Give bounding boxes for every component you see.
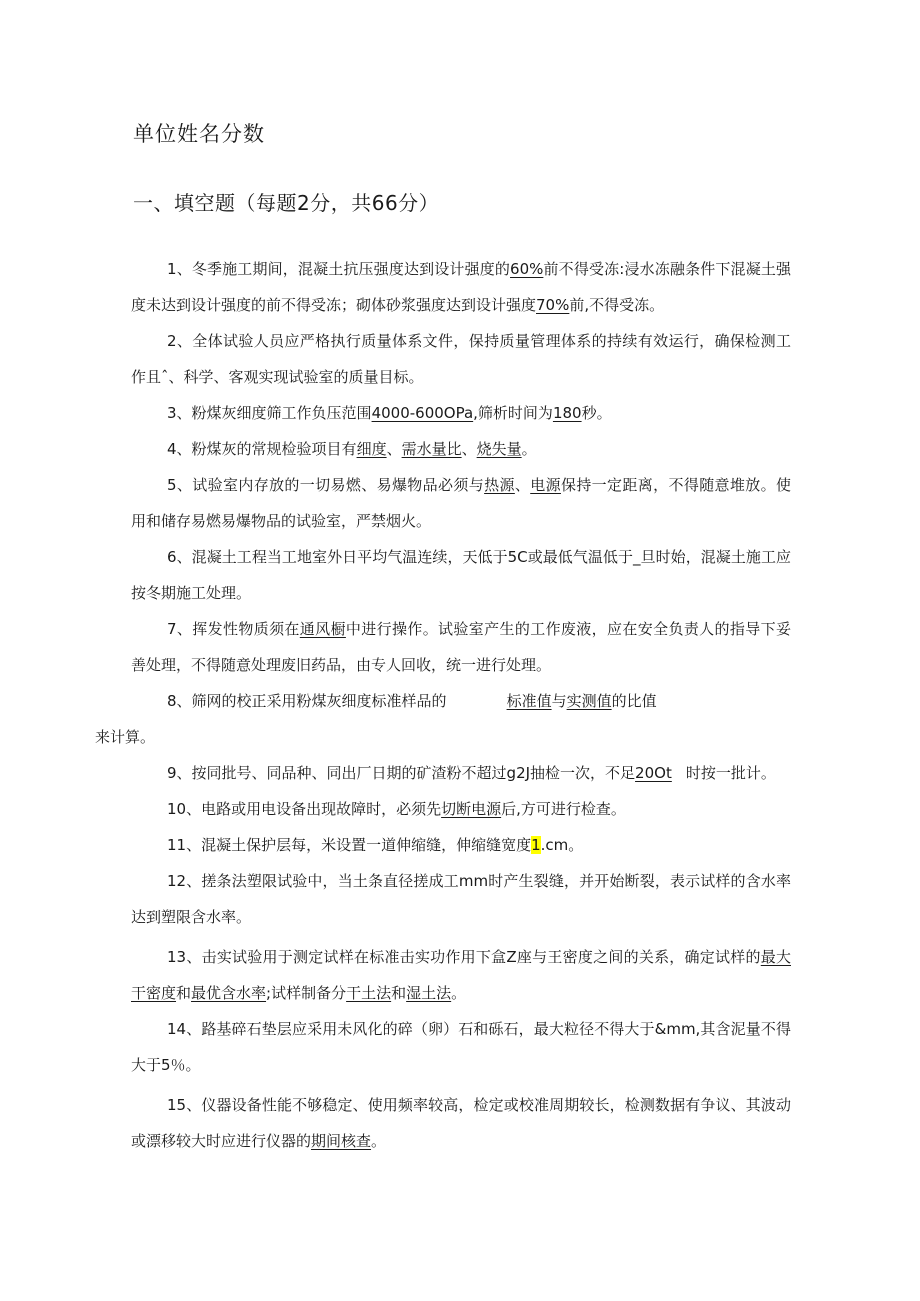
answer: 烧失量 — [476, 440, 522, 458]
question-number: 13、 — [167, 948, 202, 966]
question-number: 11、 — [167, 836, 202, 854]
answer: 最大干密度 — [131, 948, 791, 1002]
question-6: 6、混凝土工程当工地室外日平均气温连续，天低于5C或最低气温低于_旦时始，混凝土施工应按冬期施工处理。 — [131, 548, 791, 602]
question-number: 5、 — [167, 476, 193, 494]
answer: 70% — [536, 296, 570, 314]
answer: 干土法 — [346, 984, 392, 1002]
answer: 细度 — [356, 440, 387, 458]
question-11: 11、混凝土保护层每，米设置一道伸缩缝，伸缩缝宽度1.cm。 — [167, 836, 584, 854]
answer: 湿土法 — [406, 984, 452, 1002]
question-number: 6、 — [167, 548, 192, 566]
question-9: 9、按同批号、同品种、同出厂日期的矿渣粉不超过g2J抽检一次，不足20Ot 时按一批计。 — [167, 764, 776, 782]
question-number: 4、 — [167, 440, 192, 458]
question-number: 3、 — [167, 404, 192, 422]
question-8: 8、筛网的校正采用粉煤灰细度标准样品的 标准值与实测值的比值 来计算。 — [95, 692, 657, 746]
answer: 180 — [552, 404, 582, 422]
question-number: 2、 — [167, 332, 193, 350]
question-10: 10、电路或用电设备出现故障时，必须先切断电源后,方可进行检查。 — [167, 800, 626, 818]
question-number: 7、 — [167, 620, 193, 638]
question-15: 15、仪器设备性能不够稳定、使用频率较高，检定或校准周期较长，检测数据有争议、其波动或漂移较大时应进行仪器的期间核查。 — [131, 1096, 791, 1150]
answer: 切断电源 — [441, 800, 502, 818]
header-line: 单位姓名分数 — [133, 122, 265, 146]
answer: 实测值 — [566, 692, 612, 710]
question-5: 5、试验室内存放的一切易燃、易爆物品必须与热源、电源保持一定距离，不得随意堆放。使用和储存易燃易爆物品的试验室，严禁烟火。 — [131, 476, 791, 530]
question-number: 15、 — [167, 1096, 202, 1114]
question-13: 13、击实试验用于测定试样在标准击实功作用下盒Z座与王密度之间的关系，确定试样的最大干密度和最优含水率;试样制备分干土法和湿土法。 — [131, 948, 791, 1002]
question-1: 1、冬季施工期间，混凝土抗压强度达到设计强度的60%前不得受冻:浸水冻融条件下混凝土强度未达到设计强度的前不得受冻；砌体砂浆强度达到设计强度70%前,不得受冻。 — [131, 260, 791, 314]
answer: 期间核查 — [311, 1132, 372, 1150]
question-3: 3、粉煤灰细度筛工作负压范围4000-600OPa,筛析时间为180秒。 — [167, 404, 612, 422]
question-list — [95, 251, 791, 1159]
answer: 热源 — [484, 476, 515, 494]
question-12: 12、搓条法塑限试验中，当土条直径搓成工mm时产生裂缝，并开始断裂，表示试样的含水率达到塑限含水率。 — [131, 872, 791, 926]
question-7: 7、挥发性物质须在通风橱中进行操作。试验室产生的工作废液，应在安全负责人的指导下妥善处理，不得随意处理废旧药品，由专人回收，统一进行处理。 — [131, 620, 791, 674]
question-14: 14、路基碎石垫层应采用未风化的碎（卵）石和砾石，最大粒径不得大于&mm,其含泥量不得大于5％。 — [131, 1020, 791, 1074]
answer: 通风橱 — [299, 620, 346, 638]
answer: 20Ot — [635, 764, 672, 782]
answer: 4000-600OPa — [371, 404, 474, 422]
question-number: 9、 — [167, 764, 192, 782]
question-number: 14、 — [167, 1020, 202, 1038]
answer: 电源 — [530, 476, 561, 494]
question-number: 10、 — [167, 800, 202, 818]
section-title: 一、填空题（每题2分，共66分） — [133, 191, 440, 215]
question-number: 8、 — [167, 692, 192, 710]
answer: 标准值 — [506, 692, 552, 710]
highlighted-answer: 1 — [531, 836, 541, 854]
answer: 60% — [510, 260, 544, 278]
answer: 最优含水率 — [191, 984, 267, 1002]
question-number: 1、 — [167, 260, 192, 278]
question-4: 4、粉煤灰的常规检验项目有细度、需水量比、烧失量。 — [167, 440, 537, 458]
question-number: 12、 — [167, 872, 202, 890]
answer: 需水量比 — [401, 440, 462, 458]
question-2: 2、全体试验人员应严格执行质量体系文件，保持质量管理体系的持续有效运行，确保检测工作且ˆ、科学、客观实现试验室的质量目标。 — [131, 332, 791, 386]
